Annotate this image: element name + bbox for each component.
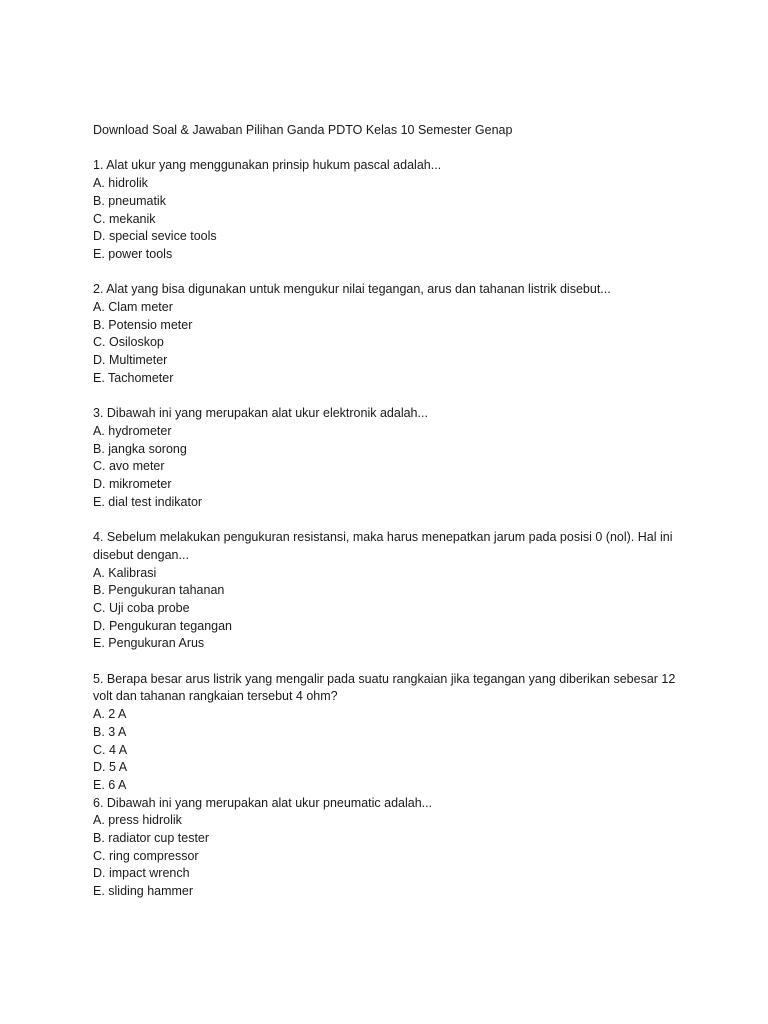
option-b: B. 3 A [93, 724, 127, 739]
option-b: B. pneumatik [93, 193, 166, 208]
option-b: B. radiator cup tester [93, 831, 210, 846]
option-b: B. Pengukuran tahanan [93, 583, 225, 598]
document-page [93, 122, 693, 901]
option-a: A. Kalibrasi [93, 565, 157, 580]
question-3 [93, 405, 693, 511]
option-c: C. mekanik [93, 211, 156, 226]
option-b: B. Potensio meter [93, 317, 193, 332]
question-text: 4. Sebelum melakukan pengukuran resistansi, maka harus menepatkan jarum pada posisi 0 (nol). Hal ini disebut dengan... [93, 530, 673, 562]
question-text: 1. Alat ukur yang menggunakan prinsip hukum pascal adalah... [93, 158, 442, 173]
question-4 [93, 529, 693, 653]
question-text: 6. Dibawah ini yang merupakan alat ukur pneumatic adalah... [93, 795, 433, 810]
option-d: D. special sevice tools [93, 229, 217, 244]
option-e: E. sliding hammer [93, 884, 194, 899]
option-d: D. 5 A [93, 760, 128, 775]
option-d: D. Multimeter [93, 353, 168, 368]
option-a: A. hidrolik [93, 176, 148, 191]
question-5 [93, 671, 693, 795]
option-d: D. Pengukuran tegangan [93, 618, 232, 633]
option-e: E. Tachometer [93, 370, 174, 385]
option-c: C. Osiloskop [93, 335, 164, 350]
option-e: E. dial test indikator [93, 494, 203, 509]
question-text: 2. Alat yang bisa digunakan untuk mengukur nilai tegangan, arus dan tahanan listrik disebut... [93, 282, 611, 297]
document-title: Download Soal & Jawaban Pilihan Ganda PDTO Kelas 10 Semester Genap [93, 123, 513, 137]
option-a: A. hydrometer [93, 423, 172, 438]
question-1 [93, 157, 693, 263]
question-text: 3. Dibawah ini yang merupakan alat ukur elektronik adalah... [93, 406, 428, 421]
question-6 [93, 795, 693, 901]
question-text: 5. Berapa besar arus listrik yang mengalir pada suatu rangkaian jika tegangan yang diberikan sebesar 12 volt dan tahanan rangkaian tersebut 4 ohm? [93, 671, 676, 704]
option-a: A. press hidrolik [93, 813, 182, 828]
option-a: A. 2 A [93, 707, 127, 722]
option-e: E. 6 A [93, 777, 127, 792]
option-c: C. avo meter [93, 459, 165, 474]
option-d: D. impact wrench [93, 866, 190, 881]
option-c: C. ring compressor [93, 848, 199, 863]
option-d: D. mikrometer [93, 477, 172, 492]
question-2 [93, 281, 693, 387]
option-c: C. Uji coba probe [93, 600, 190, 615]
option-a: A. Clam meter [93, 300, 173, 314]
option-e: E. Pengukuran Arus [93, 636, 205, 651]
option-b: B. jangka sorong [93, 441, 187, 456]
option-e: E. power tools [93, 246, 173, 261]
option-c: C. 4 A [93, 742, 128, 757]
